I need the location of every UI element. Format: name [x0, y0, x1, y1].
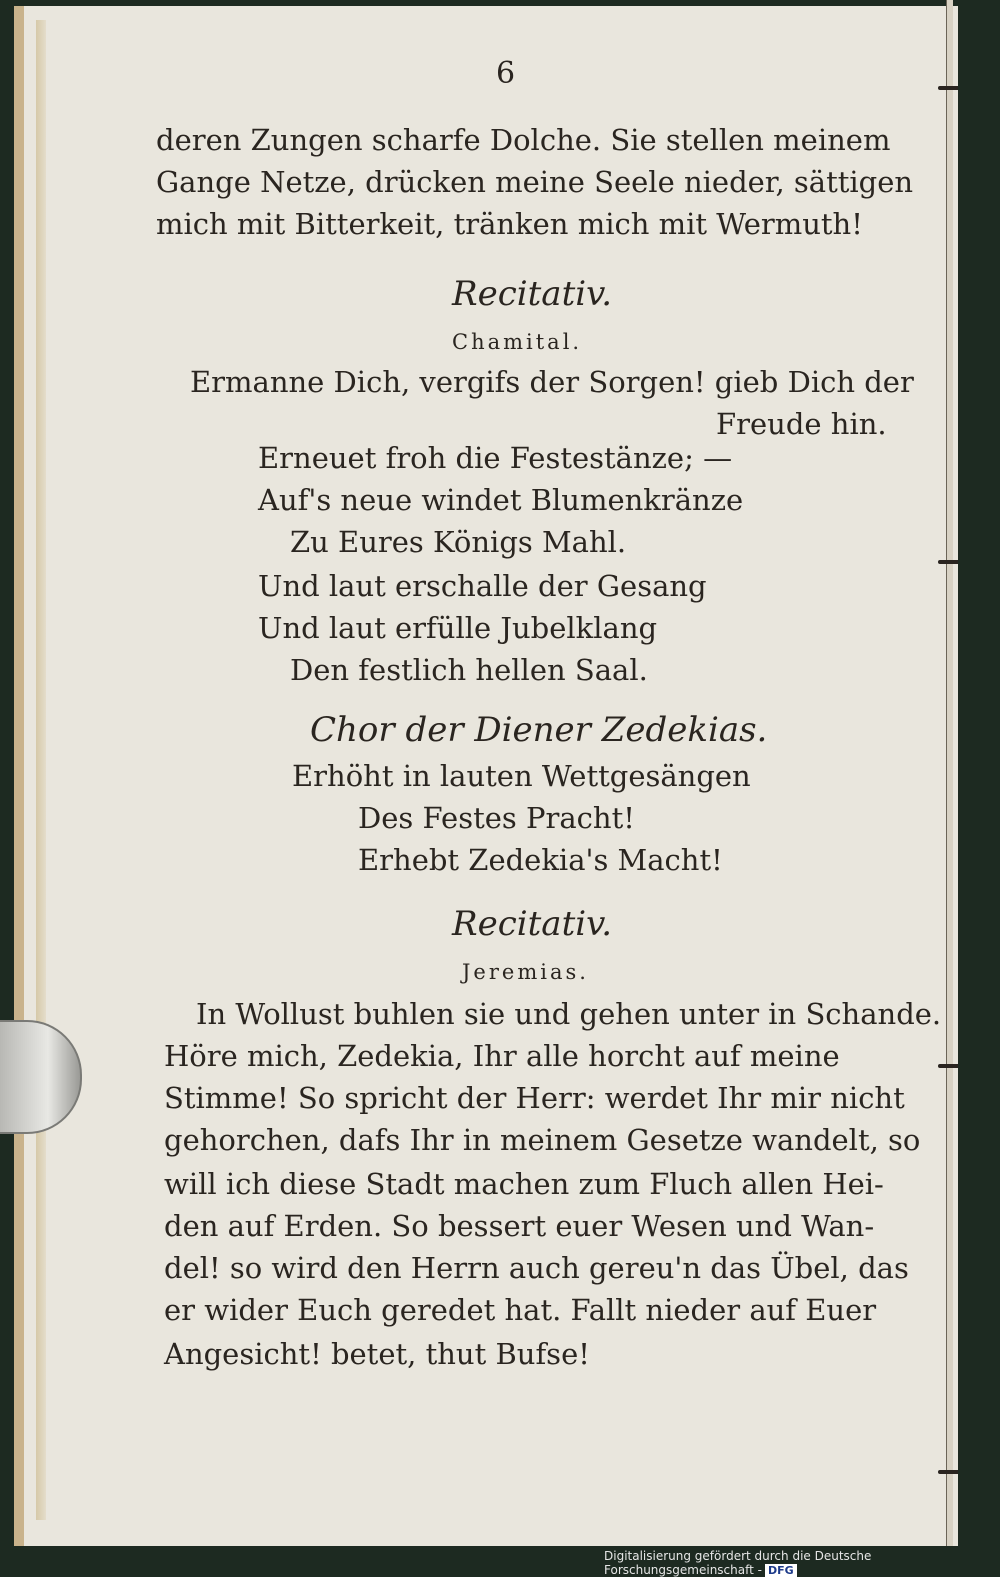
section-heading: Chor der Diener Zedekias.: [310, 710, 768, 750]
text-line: Höre mich, Zedekia, Ihr alle horcht auf meine: [164, 1039, 840, 1073]
verse-line: Erhebt Zedekia's Macht!: [358, 843, 723, 877]
text-line: Stimme! So spricht der Herr: werdet Ihr mir nicht: [164, 1081, 905, 1115]
digitization-credit: [604, 1549, 1000, 1577]
verse-line: Erneuet froh die Festestänze; —: [258, 441, 733, 475]
text-line: gehorchen, dafs Ihr in meinem Gesetze wandelt, so: [164, 1123, 921, 1157]
text-line: deren Zungen scharfe Dolche. Sie stellen meinem: [156, 123, 891, 157]
text-line: Angesicht! betet, thut Bufse!: [164, 1337, 590, 1371]
section-heading: Recitativ.: [452, 904, 613, 944]
verse-line: Zu Eures Königs Mahl.: [290, 525, 627, 559]
verse-line: Und laut erfülle Jubelklang: [258, 611, 658, 645]
verse-line: Den festlich hellen Saal.: [290, 653, 648, 687]
verse-line: Auf's neue windet Blumenkränze: [258, 483, 744, 517]
text-line: In Wollust buhlen sie und gehen unter in Schande.: [196, 997, 942, 1031]
dfg-logo: DFG: [765, 1564, 797, 1577]
page-number: 6: [496, 56, 516, 91]
verse-line: Freude hin.: [716, 407, 887, 441]
text-line: del! so wird den Herrn auch gereu'n das Übel, das: [164, 1251, 909, 1285]
verse-line: Ermanne Dich, vergifs der Sorgen! gieb Dich der: [190, 365, 914, 399]
text-line: Gange Netze, drücken meine Seele nieder, sättigen: [156, 165, 914, 199]
background-strip: [958, 0, 1000, 1546]
text-line: er wider Euch geredet hat. Fallt nieder auf Euer: [164, 1293, 877, 1327]
credit-text: Digitalisierung gefördert durch die Deutsche Forschungsgemeinschaft -: [604, 1549, 872, 1577]
text-line: mich mit Bitterkeit, tränken mich mit Wermuth!: [156, 207, 863, 241]
verse-line: Und laut erschalle der Gesang: [258, 569, 707, 603]
speaker-name: Jeremias.: [462, 960, 589, 984]
verse-line: Erhöht in lauten Wettgesängen: [292, 759, 751, 793]
verse-line: Des Festes Pracht!: [358, 801, 635, 835]
speaker-name: Chamital.: [452, 330, 583, 354]
text-line: will ich diese Stadt machen zum Fluch allen Hei-: [164, 1167, 884, 1201]
section-heading: Recitativ.: [452, 274, 613, 314]
text-line: den auf Erden. So bessert euer Wesen und Wan-: [164, 1209, 875, 1243]
binding-thread: [946, 0, 953, 1546]
